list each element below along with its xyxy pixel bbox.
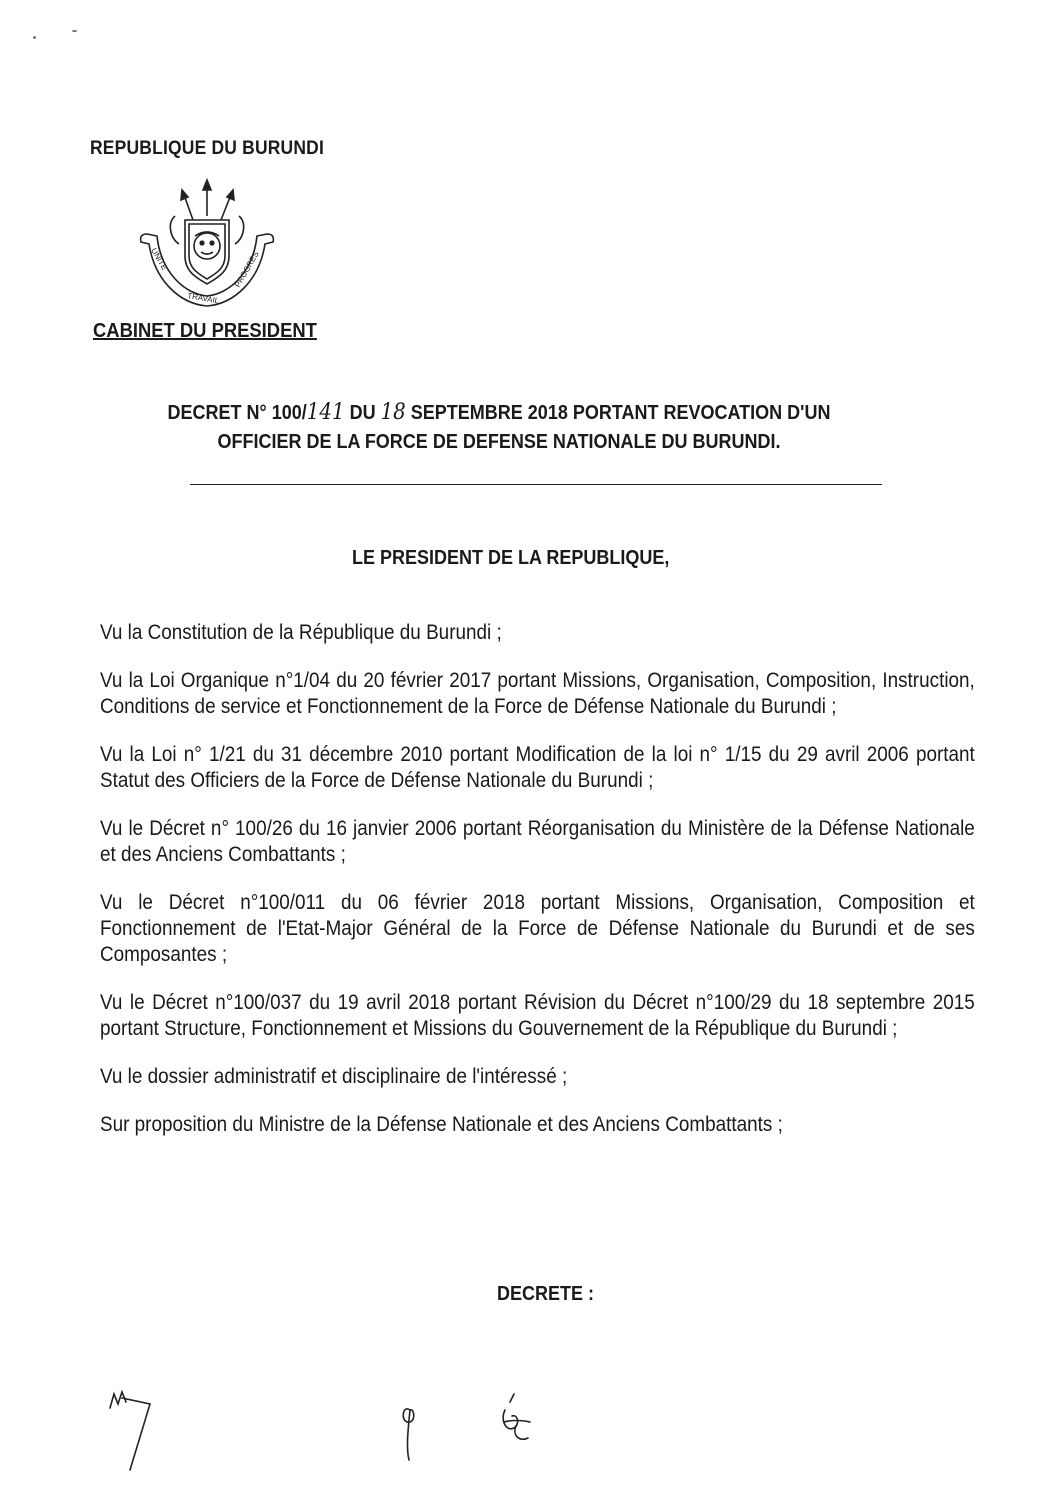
- consideration-decret-etat-major: Vu le Décret n°100/011 du 06 février 2018 portant Missions, Organisation, Composition et Fonctionnement de l'Etat-Major Général de la Force de Défense Nationale du Burundi et de ses Composantes ;: [100, 891, 975, 966]
- decree-du: DU: [344, 402, 381, 424]
- consideration-decret-gouvernement: Vu le Décret n°100/037 du 19 avril 2018 portant Révision du Décret n°100/29 du 18 septembre 2015 portant Structure, Fonctionnement et Missions du Gouvernement de la République du Burundi ;: [100, 991, 975, 1040]
- cabinet-header: CABINET DU PRESIDENT: [93, 320, 317, 342]
- scan-speck: [72, 30, 77, 32]
- consideration-decret-reorganisation: Vu le Décret n° 100/26 du 16 janvier 2006 portant Réorganisation du Ministère de la Défense Nationale et des Anciens Combattants ;: [100, 817, 975, 866]
- motto-travail: TRAVAIL: [186, 291, 220, 306]
- handwritten-initials: [100, 1380, 560, 1480]
- consideration-loi-statut: Vu la Loi n° 1/21 du 31 décembre 2010 portant Modification de la loi n° 1/15 du 29 avril 2006 portant Statut des Officiers de la Force de Défense Nationale du Burundi ;: [100, 743, 975, 792]
- decree-number-handwritten: 141: [306, 400, 345, 425]
- decree-title-line-2: OFFICIER DE LA FORCE DE DEFENSE NATIONALE DU BURUNDI.: [217, 431, 781, 453]
- republic-header: REPUBLIQUE DU BURUNDI: [90, 138, 325, 159]
- considerations-block: [100, 620, 975, 1160]
- decrete-heading: DECRETE :: [497, 1283, 595, 1305]
- coat-of-arms-emblem: [135, 178, 280, 308]
- consideration-proposition: Sur proposition du Ministre de la Défense Nationale et des Anciens Combattants ;: [100, 1113, 783, 1136]
- decree-title-rest: SEPTEMBRE 2018 PORTANT REVOCATION D'UN: [405, 402, 831, 424]
- motto-progres: PROGRES: [232, 249, 261, 289]
- decree-prefix: DECRET N° 100/: [167, 402, 307, 424]
- consideration-loi-organique: Vu la Loi Organique n°1/04 du 20 février 2017 portant Missions, Organisation, Composition, Instruction, Conditions de service et Fonctionnement de la Force de Défense Nationale du Burundi ;: [100, 669, 975, 718]
- motto-unite: UNITE: [149, 246, 170, 272]
- title-divider: [190, 484, 882, 485]
- decree-day-handwritten: 18: [380, 400, 406, 425]
- decree-title: [130, 398, 868, 457]
- consideration-constitution: Vu la Constitution de la République du Burundi ;: [100, 621, 502, 644]
- consideration-dossier: Vu le dossier administratif et disciplinaire de l'intéressé ;: [100, 1065, 568, 1088]
- scan-speck: [33, 36, 36, 39]
- decree-title-line-1: [130, 398, 868, 428]
- president-heading: LE PRESIDENT DE LA REPUBLIQUE,: [352, 547, 670, 569]
